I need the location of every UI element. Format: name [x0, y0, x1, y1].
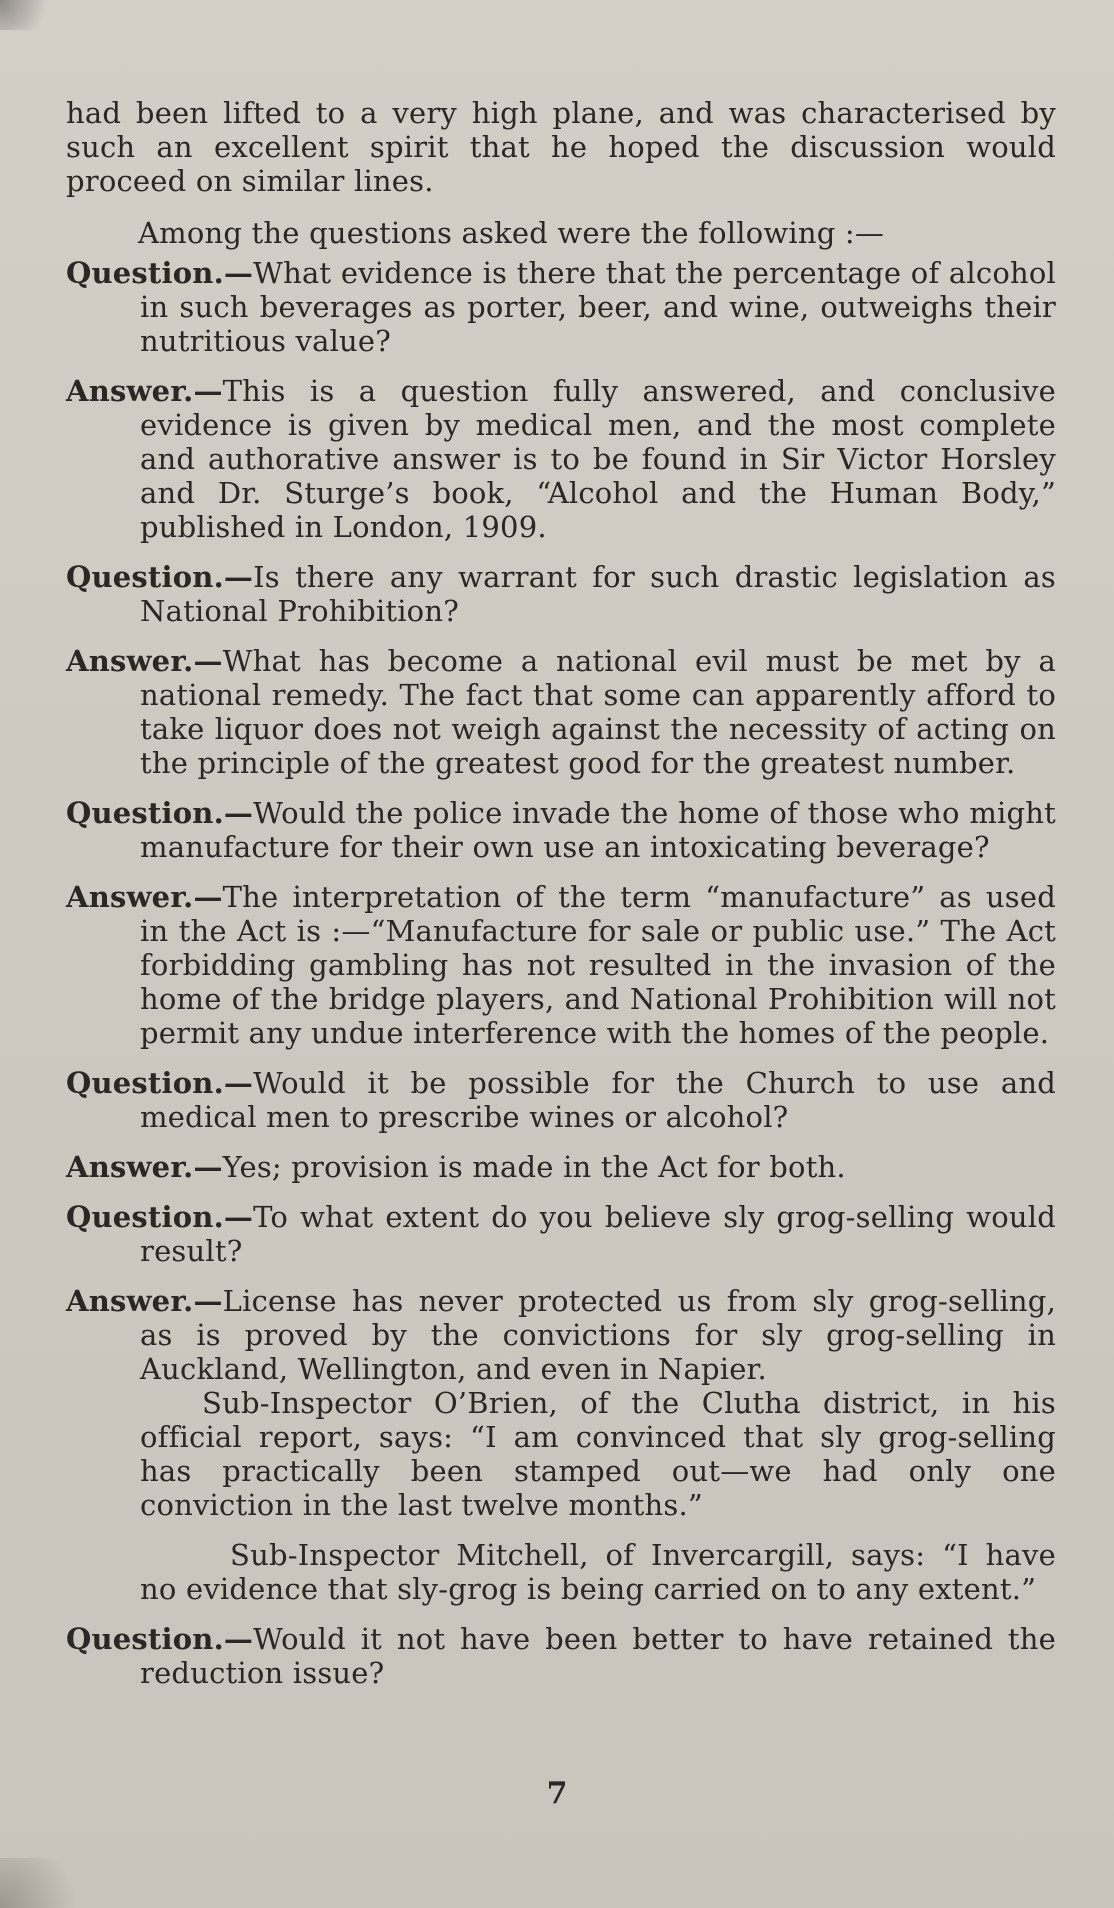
qa-label: Answer.—	[66, 1284, 223, 1318]
qa-label: Question.—	[66, 560, 254, 594]
qa-label: Question.—	[66, 256, 254, 290]
qa-item-10	[66, 1284, 1056, 1522]
qa-item-8	[66, 1150, 1056, 1184]
qa-label: Question.—	[66, 1622, 254, 1656]
qa-label: Answer.—	[66, 644, 223, 678]
qa-item-4	[66, 644, 1056, 780]
qa-item-3	[66, 560, 1056, 628]
qa-subparagraph: Sub-Inspector O’Brien, of the Clutha district, in his official report, says: “I am convinced that sly grog-selling has practically been stamped out—we had only one conviction in the last twelve months.”	[140, 1386, 1056, 1522]
qa-text: Would the police invade the home of those who might manufacture for their own use an intoxicating beverage?	[140, 796, 1056, 864]
intro-paragraph: had been lifted to a very high plane, and was characterised by such an excellent spirit that he hoped the discussion would proceed on similar lines.	[66, 96, 1056, 198]
page-corner-shadow	[0, 0, 60, 30]
page-body	[66, 96, 1056, 1706]
qa-label: Question.—	[66, 1200, 254, 1234]
page-number: 7	[546, 1776, 568, 1811]
qa-text: Yes; provision is made in the Act for both.	[222, 1150, 846, 1184]
qa-item-6	[66, 880, 1056, 1050]
qa-text: To what extent do you believe sly grog-selling would result?	[140, 1200, 1056, 1268]
qa-label: Question.—	[66, 1066, 254, 1100]
qa-item-1	[66, 256, 1056, 358]
qa-text: Is there any warrant for such drastic legislation as National Prohibition?	[140, 560, 1056, 628]
lead-paragraph: Among the questions asked were the following :—	[138, 216, 885, 250]
qa-text: What has become a national evil must be met by a national remedy. The fact that some can apparently afford to take liquor does not weigh against the necessity of acting on the principle of the greatest good for the greatest number.	[140, 644, 1056, 780]
page-corner-shadow-bottom	[0, 1858, 90, 1908]
qa-item-11	[66, 1622, 1056, 1690]
qa-text: Would it be possible for the Church to use and medical men to prescribe wines or alcohol?	[140, 1066, 1056, 1134]
qa-label: Answer.—	[66, 880, 223, 914]
qa-item-5	[66, 796, 1056, 864]
qa-text: This is a question fully answered, and conclusive evidence is given by medical men, and the most complete and authorative answer is to be found in Sir Victor Horsley and Dr. Sturge’s book, “Alcohol and the Human Body,” published in London, 1909.	[140, 374, 1056, 544]
qa-label: Answer.—	[66, 1150, 223, 1184]
qa-text: Would it not have been better to have retained the reduction issue?	[140, 1622, 1056, 1690]
qa-text: License has never protected us from sly grog-selling, as is proved by the convictions for sly grog-selling in Auckland, Wellington, and even in Napier.	[140, 1284, 1056, 1386]
qa-item-7	[66, 1066, 1056, 1134]
qa-label: Question.—	[66, 796, 254, 830]
qa-label: Answer.—	[66, 374, 223, 408]
qa-item-2	[66, 374, 1056, 544]
qa-text: What evidence is there that the percentage of alcohol in such beverages as porter, beer, and wine, outweighs their nutritious value?	[140, 256, 1056, 358]
qa-text: The interpretation of the term “manufacture” as used in the Act is :—“Manufacture for sale or public use.” The Act forbidding gambling has not resulted in the invasion of the home of the bridge players, and National Prohibition will not permit any undue interference with the homes of the people.	[140, 880, 1056, 1050]
qa-item-9	[66, 1200, 1056, 1268]
mitchell-paragraph: Sub-Inspector Mitchell, of Invercargill, says: “I have no evidence that sly-grog is being carried on to any extent.”	[140, 1538, 1056, 1606]
